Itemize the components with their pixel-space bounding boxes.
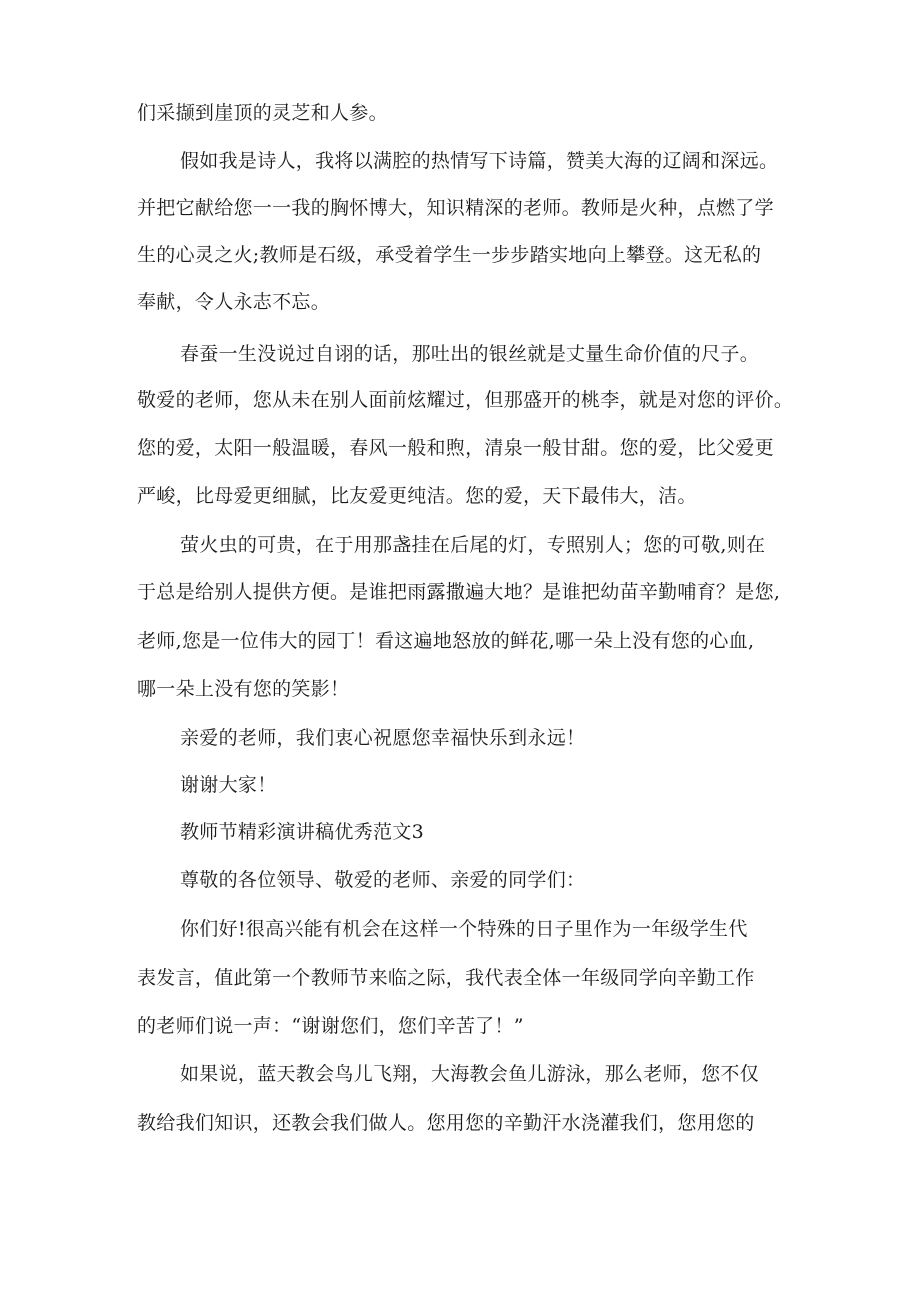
text-line: 生的心灵之火;教师是石级，承受着学生一步步踏实地向上攀登。这无私的 [137, 244, 762, 266]
section-heading: 教师节精彩演讲稿优秀范文3 [180, 821, 424, 843]
text-line: 你们好!很高兴能有机会在这样一个特殊的日子里作为一年级学生代 [180, 918, 748, 940]
text-line: 表发言，值此第一个教师节来临之际，我代表全体一年级同学向辛勤工作 [137, 967, 755, 989]
text-line: 严峻，比母爱更细腻，比友爱更纯洁。您的爱，天下最伟大，洁。 [137, 485, 697, 507]
text-line: 哪一朵上没有您的笑影！ [137, 678, 350, 700]
text-line: 老师,您是一位伟大的园丁！看这遍地怒放的鲜花,哪一朵上没有您的心血, [137, 630, 755, 652]
text-line: 如果说，蓝天教会鸟儿飞翔，大海教会鱼儿游泳，那么老师，您不仅 [180, 1063, 760, 1085]
salutation: 尊敬的各位领导、敬爱的老师、亲爱的同学们： [180, 869, 586, 891]
text-line: 春蚕一生没说过自诩的话，那吐出的银丝就是丈量生命价值的尺子。 [180, 343, 760, 365]
text-line: 亲爱的老师，我们衷心祝愿您幸福快乐到永远！ [180, 727, 586, 749]
text-line: 于总是给别人提供方便。是谁把雨露撒遍大地？是谁把幼苗辛勤哺育？是您, [137, 581, 781, 603]
text-line: 的老师们说一声：“谢谢您们，您们辛苦了！” [137, 1015, 524, 1037]
text-line: 奉献，令人永志不忘。 [137, 291, 331, 313]
text-line: 们采撷到崖顶的灵芝和人参。 [137, 102, 388, 124]
text-line: 敬爱的老师，您从未在别人面前炫耀过，但那盛开的桃李，就是对您的评价。 [137, 389, 794, 411]
text-line: 谢谢大家！ [180, 774, 277, 796]
text-line: 教给我们知识，还教会我们做人。您用您的辛勤汗水浇灌我们，您用您的 [137, 1112, 755, 1134]
text-line: 萤火虫的可贵，在于用那盏挂在后尾的灯，专照别人；您的可敬,则在 [180, 534, 766, 556]
text-line: 并把它献给您一一我的胸怀博大，知识精深的老师。教师是火种，点燃了学 [137, 197, 774, 219]
text-line: 假如我是诗人，我将以满腔的热情写下诗篇，赞美大海的辽阔和深远。 [180, 150, 779, 172]
text-line: 您的爱，太阳一般温暖，春风一般和煦，清泉一般甘甜。您的爱，比父爱更 [137, 437, 774, 459]
